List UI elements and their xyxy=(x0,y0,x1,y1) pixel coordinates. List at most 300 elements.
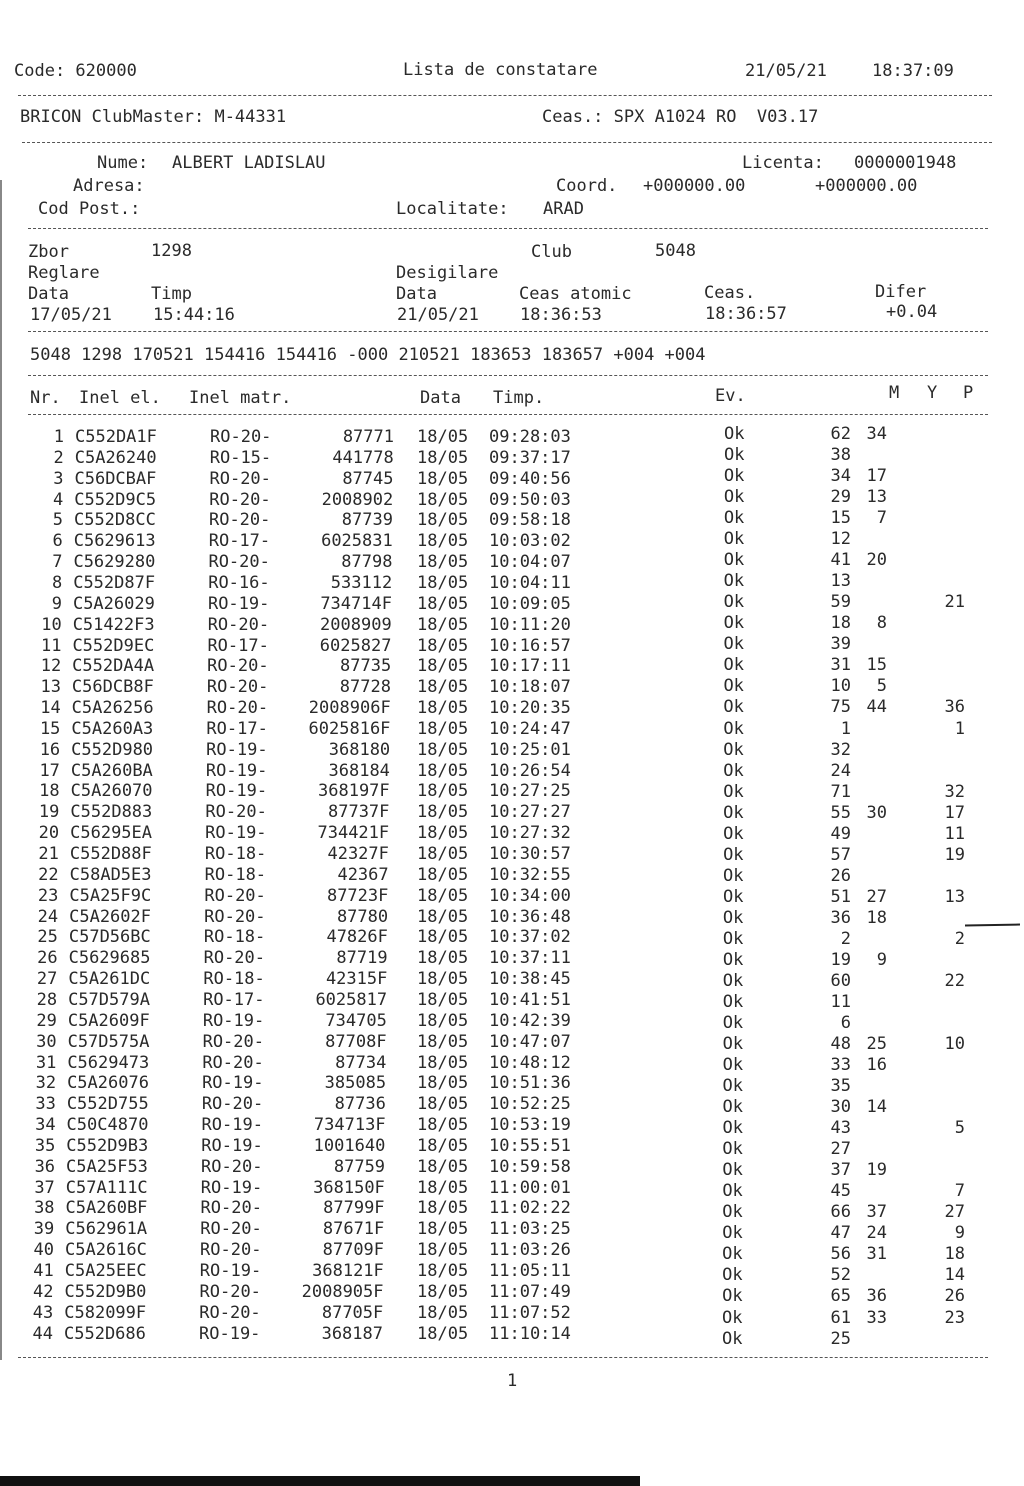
cell-num: 42367 xyxy=(337,864,389,885)
postcode-label: Cod Post.: xyxy=(38,199,141,219)
cell-num: 87709F xyxy=(322,1240,385,1261)
cell-date: 18/05 xyxy=(417,531,469,552)
col-inel-matr: Inel matr. xyxy=(189,388,292,408)
cell-ev: Ok xyxy=(722,907,744,928)
cell-date: 18/05 xyxy=(417,1281,469,1302)
cell-nr: 2 xyxy=(53,447,64,468)
cell-time: 10:17:11 xyxy=(489,656,571,677)
cell-time: 11:00:01 xyxy=(489,1177,571,1198)
cell-ev: Ok xyxy=(722,949,744,970)
cell-pre: RO-20- xyxy=(200,1240,262,1261)
cell-ev: Ok xyxy=(723,739,744,760)
cell-y: 13 xyxy=(866,487,887,508)
cell-nr: 7 xyxy=(52,552,63,573)
zbor-value: 1298 xyxy=(151,241,192,261)
paper-edge-shadow xyxy=(0,180,2,1360)
cell-date: 18/05 xyxy=(417,572,469,593)
cell-date: 18/05 xyxy=(417,969,469,990)
cell-el: C552D88F xyxy=(69,844,152,864)
cell-num: 441778 xyxy=(332,447,394,468)
cell-num: 87736 xyxy=(334,1094,386,1115)
cell-ev: Ok xyxy=(722,886,744,907)
col-y: Y xyxy=(927,383,938,403)
cell-date: 18/05 xyxy=(417,510,469,531)
cell-y: 33 xyxy=(866,1307,887,1328)
difer-label: Difer xyxy=(875,282,927,302)
cell-nr: 28 xyxy=(36,989,58,1010)
cell-time: 10:18:07 xyxy=(489,677,571,698)
cell-nr: 21 xyxy=(38,844,59,864)
cell-ev: Ok xyxy=(723,676,744,697)
cell-el: C552D686 xyxy=(64,1323,146,1344)
cell-pre: RO-20- xyxy=(200,1219,262,1240)
cell-nr: 19 xyxy=(38,802,60,823)
zbor-label: Zbor xyxy=(28,242,69,262)
cell-time: 09:37:17 xyxy=(489,447,571,468)
cell-p: 1 xyxy=(954,718,965,739)
cell-ev: Ok xyxy=(722,1118,743,1139)
cell-time: 10:16:57 xyxy=(489,635,571,656)
cell-num: 2008909 xyxy=(320,614,392,635)
cell-time: 09:40:56 xyxy=(489,468,571,489)
cell-num: 2008902 xyxy=(321,489,394,510)
cell-nr: 6 xyxy=(52,531,63,552)
cell-el: C552D9B0 xyxy=(64,1281,147,1302)
cell-ev: Ok xyxy=(722,1013,744,1033)
cell-pre: RO-20- xyxy=(199,1281,261,1302)
cell-num: 87735 xyxy=(340,656,392,677)
cell-m: 37 xyxy=(830,1160,851,1181)
license-label: Licenta: xyxy=(742,153,824,173)
cell-num: 87708F xyxy=(325,1031,387,1052)
cell-m: 59 xyxy=(830,592,851,613)
cell-m: 51 xyxy=(830,886,851,907)
cell-p: 7 xyxy=(954,1181,965,1202)
cell-ev: Ok xyxy=(723,655,744,676)
cell-el: C56DCB8F xyxy=(71,677,154,698)
cell-m: 65 xyxy=(830,1286,851,1307)
cell-nr: 26 xyxy=(37,948,58,969)
cell-el: C5A260A3 xyxy=(71,718,154,739)
cell-el: C5A26070 xyxy=(70,781,153,802)
cell-m: 43 xyxy=(830,1118,851,1139)
cell-time: 10:52:25 xyxy=(489,1094,571,1115)
cell-time: 10:37:02 xyxy=(489,927,571,948)
cell-y: 31 xyxy=(866,1244,887,1265)
cell-p: 14 xyxy=(944,1265,965,1286)
cell-date: 18/05 xyxy=(417,447,469,468)
cell-num: 87671F xyxy=(322,1219,385,1240)
cell-nr: 34 xyxy=(35,1115,56,1136)
club-value: 5048 xyxy=(655,241,696,261)
cell-date: 18/05 xyxy=(417,1323,469,1344)
cell-m: 39 xyxy=(830,634,851,655)
cell-pre: RO-19- xyxy=(202,1073,264,1094)
cell-num: 385085 xyxy=(324,1073,387,1094)
cell-nr: 42 xyxy=(33,1281,54,1302)
cell-date: 18/05 xyxy=(417,593,469,614)
cell-time: 10:03:02 xyxy=(489,531,571,552)
cell-y: 24 xyxy=(866,1223,887,1244)
cell-pre: RO-20- xyxy=(206,677,269,698)
cell-y: 17 xyxy=(866,466,887,487)
cell-pre: RO-20- xyxy=(201,1156,263,1177)
cell-pre: RO-15- xyxy=(209,447,272,468)
cell-ev: Ok xyxy=(722,1055,744,1076)
cell-m: 71 xyxy=(830,781,851,802)
cell-m: 49 xyxy=(830,823,851,844)
cell-nr: 4 xyxy=(52,489,64,510)
cell-ev: Ok xyxy=(722,970,744,991)
cell-time: 11:03:25 xyxy=(489,1219,571,1240)
cell-time: 10:09:05 xyxy=(489,593,571,614)
cell-date: 18/05 xyxy=(417,468,469,489)
cell-pre: RO-18- xyxy=(203,969,265,990)
cell-num: 368180 xyxy=(328,739,391,760)
cell-p: 36 xyxy=(944,697,965,718)
cell-time: 11:10:14 xyxy=(489,1323,571,1344)
cell-el: C552DA1F xyxy=(75,427,157,447)
cell-date: 18/05 xyxy=(417,635,469,656)
cell-el: C5629613 xyxy=(73,531,156,552)
cell-time: 10:32:55 xyxy=(489,864,571,885)
cell-time: 10:04:11 xyxy=(489,572,571,593)
cell-el: C5A26240 xyxy=(74,447,157,468)
cell-el: C582099F xyxy=(64,1302,147,1323)
cell-date: 18/05 xyxy=(417,656,469,677)
atomic-label: Ceas atomic xyxy=(519,284,632,304)
separator xyxy=(18,95,992,96)
cell-num: 734421F xyxy=(317,823,390,844)
cell-y: 30 xyxy=(866,802,887,823)
cell-nr: 38 xyxy=(34,1198,55,1219)
cell-ev: Ok xyxy=(723,592,745,613)
cell-pre: RO-17- xyxy=(206,718,268,739)
cell-date: 18/05 xyxy=(417,1261,469,1281)
cell-pre: RO-20- xyxy=(202,1052,264,1073)
cell-y: 25 xyxy=(866,1034,887,1055)
cell-p: 13 xyxy=(944,886,965,907)
cell-nr: 35 xyxy=(34,1135,56,1156)
cell-nr: 14 xyxy=(40,698,61,719)
cell-time: 10:41:51 xyxy=(489,989,571,1010)
cell-y: 36 xyxy=(866,1286,887,1307)
license-number: 0000001948 xyxy=(854,153,957,173)
cell-y: 16 xyxy=(866,1055,887,1076)
cell-m: 2 xyxy=(840,928,851,949)
cell-date: 18/05 xyxy=(417,1302,469,1323)
cell-date: 18/05 xyxy=(417,1135,469,1156)
cell-num: 368197F xyxy=(318,781,390,802)
cell-nr: 40 xyxy=(33,1240,55,1261)
cell-nr: 37 xyxy=(34,1177,55,1198)
cell-el: C5629280 xyxy=(73,552,156,573)
cell-m: 34 xyxy=(830,466,851,487)
cell-el: C552D87F xyxy=(73,572,156,593)
cell-date: 18/05 xyxy=(417,552,469,573)
cell-pre: RO-20- xyxy=(209,468,271,489)
cell-nr: 29 xyxy=(36,1010,57,1031)
cell-el: C5A260BF xyxy=(65,1198,148,1219)
desigilare-clock: 18:36:57 xyxy=(705,304,787,324)
cell-m: 60 xyxy=(830,970,851,991)
cell-y: 19 xyxy=(866,1160,887,1181)
cell-m: 32 xyxy=(830,739,851,760)
cell-m: 38 xyxy=(830,445,851,466)
cell-nr: 23 xyxy=(37,885,59,906)
cell-el: C5A25F53 xyxy=(66,1156,148,1177)
cell-time: 09:58:18 xyxy=(489,510,571,531)
cell-date: 18/05 xyxy=(417,823,469,844)
cell-time: 10:27:32 xyxy=(489,823,571,844)
cell-m: 31 xyxy=(830,655,851,676)
cell-ev: Ok xyxy=(723,571,745,592)
cell-y: 44 xyxy=(866,697,887,718)
cell-ev: Ok xyxy=(723,508,745,529)
owner-name: ALBERT LADISLAU xyxy=(172,153,326,173)
cell-num: 1001640 xyxy=(313,1135,386,1156)
cell-pre: RO-20- xyxy=(209,489,271,510)
cell-date: 18/05 xyxy=(417,677,469,698)
cell-nr: 39 xyxy=(33,1219,55,1240)
cell-nr: 25 xyxy=(37,927,58,948)
cell-time: 10:48:12 xyxy=(489,1052,571,1073)
cell-el: C552D980 xyxy=(71,739,154,760)
cell-el: C5A25EEC xyxy=(64,1261,147,1281)
cell-el: C57D575A xyxy=(67,1031,150,1052)
data2-label: Data xyxy=(396,284,437,304)
cell-nr: 1 xyxy=(53,427,64,447)
col-timp: Timp. xyxy=(493,388,545,408)
cell-num: 87737F xyxy=(327,802,390,823)
cell-y: 7 xyxy=(876,508,887,529)
cell-num: 734713F xyxy=(313,1115,386,1136)
cell-m: 56 xyxy=(830,1244,851,1265)
cell-m: 33 xyxy=(830,1055,851,1076)
cell-num: 368121F xyxy=(312,1261,384,1281)
cell-time: 11:03:26 xyxy=(489,1240,571,1261)
cell-num: 6025817 xyxy=(315,989,388,1010)
separator xyxy=(28,331,988,332)
col-data: Data xyxy=(420,388,461,408)
cell-pre: RO-19- xyxy=(206,739,268,760)
cell-time: 10:20:35 xyxy=(489,698,571,719)
cell-num: 87739 xyxy=(341,510,393,531)
cell-nr: 24 xyxy=(37,906,59,927)
cell-p: 10 xyxy=(944,1034,965,1055)
cell-nr: 36 xyxy=(34,1156,56,1177)
cell-el: C5A26029 xyxy=(72,593,155,614)
cell-num: 87771 xyxy=(342,427,394,447)
reglare-time: 15:44:16 xyxy=(153,305,235,325)
cell-pre: RO-20- xyxy=(201,1094,264,1115)
cell-date: 18/05 xyxy=(417,948,469,969)
cell-time: 10:11:20 xyxy=(489,614,571,635)
cell-p: 23 xyxy=(944,1307,965,1328)
cell-pre: RO-20- xyxy=(206,698,269,719)
cell-nr: 18 xyxy=(39,781,60,802)
cell-p: 5 xyxy=(954,1118,965,1139)
cell-ev: Ok xyxy=(722,1160,743,1181)
cell-num: 2008905F xyxy=(301,1281,384,1302)
report-date: 21/05/21 xyxy=(745,61,827,81)
cell-time: 10:24:47 xyxy=(489,718,571,739)
cell-date: 18/05 xyxy=(417,1010,469,1031)
cell-ev: Ok xyxy=(724,424,745,444)
cell-pre: RO-20- xyxy=(202,1031,264,1052)
cell-ev: Ok xyxy=(722,1181,743,1202)
coord-x: +000000.00 xyxy=(643,176,746,196)
cell-m: 12 xyxy=(830,529,851,550)
cell-el: C56295EA xyxy=(70,823,153,844)
cell-date: 18/05 xyxy=(417,427,469,447)
cell-date: 18/05 xyxy=(417,844,469,864)
cell-time: 10:37:11 xyxy=(489,948,571,969)
cell-time: 11:05:11 xyxy=(489,1261,571,1281)
cell-nr: 12 xyxy=(40,656,62,677)
cell-pre: RO-20- xyxy=(207,656,269,677)
cell-pre: RO-20- xyxy=(205,802,267,823)
cell-num: 87734 xyxy=(335,1052,387,1073)
cell-num: 87780 xyxy=(336,906,389,927)
cell-time: 10:26:54 xyxy=(489,760,571,781)
cell-date: 18/05 xyxy=(417,1094,469,1115)
reglare-label: Reglare xyxy=(28,263,100,283)
cell-num: 734705 xyxy=(325,1010,387,1031)
cell-m: 29 xyxy=(830,487,851,508)
col-ev: Ev. xyxy=(715,386,746,406)
desigilare-date: 21/05/21 xyxy=(397,305,479,325)
cell-pre: RO-19- xyxy=(202,1010,265,1031)
coord-y: +000000.00 xyxy=(815,176,918,196)
cell-nr: 41 xyxy=(33,1261,54,1281)
desigilare-label: Desigilare xyxy=(396,263,499,283)
cell-el: C552D9C5 xyxy=(74,489,157,510)
cell-nr: 13 xyxy=(40,677,61,698)
cell-ev: Ok xyxy=(722,1328,743,1349)
cell-date: 18/05 xyxy=(417,1177,469,1198)
separator xyxy=(28,375,988,376)
cell-y: 37 xyxy=(866,1202,887,1223)
cell-y: 15 xyxy=(866,655,887,676)
clubmaster-id: BRICON ClubMaster: M-44331 xyxy=(20,107,287,127)
club-label: Club xyxy=(531,242,572,262)
cell-time: 10:27:27 xyxy=(489,802,571,823)
cell-nr: 27 xyxy=(36,969,58,990)
clock-label: Ceas. xyxy=(704,283,756,303)
report-time: 18:37:09 xyxy=(872,61,954,81)
cell-ev: Ok xyxy=(722,928,744,949)
cell-num: 87719 xyxy=(336,948,388,969)
cell-pre: RO-19- xyxy=(205,781,268,802)
cell-time: 11:02:22 xyxy=(489,1198,571,1219)
cell-nr: 15 xyxy=(39,718,61,739)
col-m: M xyxy=(889,383,900,403)
cell-num: 533112 xyxy=(330,572,393,593)
cell-el: C552DA4A xyxy=(72,656,155,677)
cell-pre: RO-20- xyxy=(200,1198,262,1219)
cell-el: C56DCBAF xyxy=(74,468,157,489)
cell-num: 42315F xyxy=(325,969,388,990)
cell-ev: Ok xyxy=(723,529,745,550)
cell-time: 10:34:00 xyxy=(489,885,571,906)
reglare-date: 17/05/21 xyxy=(30,305,112,325)
cell-p: 26 xyxy=(944,1286,965,1307)
cell-ev: Ok xyxy=(723,613,745,634)
cell-ev: Ok xyxy=(722,1097,743,1118)
cell-nr: 20 xyxy=(38,823,60,844)
cell-ev: Ok xyxy=(723,445,745,466)
separator xyxy=(28,414,988,415)
cell-ev: Ok xyxy=(722,1076,744,1097)
cell-el: C5629685 xyxy=(68,948,151,969)
cell-nr: 5 xyxy=(52,510,63,531)
cell-num: 87798 xyxy=(341,552,393,573)
cell-pre: RO-19- xyxy=(201,1115,263,1136)
cell-el: C552D8CC xyxy=(73,510,156,531)
cell-time: 10:42:39 xyxy=(489,1010,571,1031)
cell-nr: 44 xyxy=(32,1323,53,1344)
clock-id: Ceas.: SPX A1024 RO V03.17 xyxy=(542,107,819,127)
cell-y: 8 xyxy=(876,613,887,634)
cell-date: 18/05 xyxy=(417,718,469,739)
cell-nr: 33 xyxy=(35,1094,56,1115)
name-label: Nume: xyxy=(97,153,149,173)
cell-pre: RO-17- xyxy=(208,531,271,552)
report-title: Lista de constatare xyxy=(403,60,598,80)
cell-m: 25 xyxy=(830,1328,851,1349)
cell-el: C5A260BA xyxy=(70,760,153,781)
cell-el: C51422F3 xyxy=(72,614,155,635)
cell-el: C5A26256 xyxy=(71,698,154,719)
cell-p: 32 xyxy=(944,781,965,802)
cell-nr: 3 xyxy=(53,468,64,489)
cell-pre: RO-19- xyxy=(199,1323,261,1344)
cell-el: C5A26076 xyxy=(67,1073,149,1094)
cell-m: 48 xyxy=(830,1034,851,1055)
cell-ev: Ok xyxy=(723,760,744,781)
cell-m: 35 xyxy=(830,1076,851,1097)
cell-date: 18/05 xyxy=(417,989,469,1010)
cell-m: 45 xyxy=(830,1181,851,1202)
cell-time: 10:55:51 xyxy=(489,1135,571,1156)
cell-ev: Ok xyxy=(723,802,744,823)
cell-pre: RO-20- xyxy=(203,948,266,969)
cell-ev: Ok xyxy=(723,634,745,655)
desigilare-atomic: 18:36:53 xyxy=(520,305,602,325)
cell-m: 10 xyxy=(830,676,851,697)
cell-time: 10:47:07 xyxy=(489,1031,571,1052)
cell-ev: Ok xyxy=(723,466,745,487)
cell-num: 2008906F xyxy=(308,698,391,719)
cell-time: 10:59:58 xyxy=(489,1156,571,1177)
cell-m: 1 xyxy=(840,718,851,739)
difer-value: +0.04 xyxy=(886,302,938,322)
cell-m: 52 xyxy=(830,1265,851,1286)
cell-m: 75 xyxy=(830,697,851,718)
cell-ev: Ok xyxy=(722,1307,743,1328)
cell-num: 87723F xyxy=(326,885,389,906)
cell-nr: 22 xyxy=(38,864,59,885)
cell-el: C552D9B3 xyxy=(66,1135,149,1156)
cell-el: C57D56BC xyxy=(68,927,151,948)
cell-pre: RO-20- xyxy=(208,510,271,531)
cell-y: 18 xyxy=(866,907,887,928)
cell-y: 34 xyxy=(866,424,887,444)
cell-el: C57A111C xyxy=(65,1177,148,1198)
cell-nr: 32 xyxy=(35,1073,57,1094)
cell-pre: RO-16- xyxy=(208,572,270,593)
